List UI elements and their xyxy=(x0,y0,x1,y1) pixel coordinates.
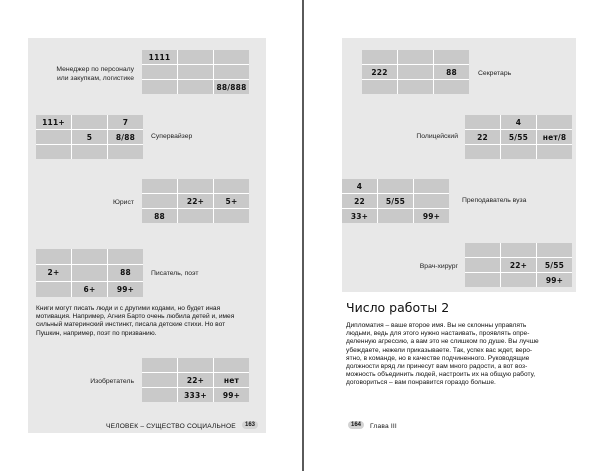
profile-label-police: Полицейский xyxy=(416,133,458,140)
grid-cell xyxy=(72,265,107,280)
grid-cell xyxy=(465,145,500,159)
grid-cell xyxy=(72,145,107,159)
grid-cell xyxy=(72,115,107,129)
page-number: 164 xyxy=(348,421,364,429)
left-paragraph: Книги могут писать люди и с другими кодами, но будет иная мотивация. Например, Агния Барто очень любила детей и, имея сильный материнский инстинкт, писала детские стихи. Но вот Пушкин, например, поэт по призванию. xyxy=(36,305,235,337)
grid-cell xyxy=(142,388,177,402)
profile-label-writer: Писатель, поэт xyxy=(151,270,199,277)
grid-cell xyxy=(537,145,572,159)
grid-cell xyxy=(142,80,177,94)
profile-label-lawyer: Юрист xyxy=(113,199,134,206)
number-grid xyxy=(465,115,572,159)
grid-cell: 8/88 xyxy=(108,130,143,144)
grid-cell xyxy=(36,282,71,297)
grid-cell xyxy=(398,50,433,64)
grid-cell xyxy=(142,179,177,193)
grid-cell xyxy=(214,65,249,79)
section-title: Число работы 2 xyxy=(346,300,450,315)
grid-cell: 22 xyxy=(465,130,500,144)
grid-cell: 22+ xyxy=(178,194,213,208)
page-number: 163 xyxy=(242,421,258,429)
grid-cell xyxy=(537,243,572,257)
grid-cell: 88 xyxy=(142,209,177,223)
right-page xyxy=(304,0,608,471)
grid-cell: 22 xyxy=(342,194,377,208)
grid-cell: 5/55 xyxy=(537,258,572,272)
number-grid xyxy=(142,50,249,94)
profile-label-surgeon: Врач-хирург xyxy=(419,263,458,270)
grid-cell: 5/55 xyxy=(378,194,413,208)
grid-cell xyxy=(378,209,413,223)
grid-cell xyxy=(414,179,449,193)
grid-cell: 99+ xyxy=(414,209,449,223)
grid-cell: нет/8 xyxy=(537,130,572,144)
grid-cell xyxy=(214,209,249,223)
grid-cell: 99+ xyxy=(108,282,143,297)
grid-cell: 99+ xyxy=(537,273,572,287)
number-grid xyxy=(465,243,572,287)
grid-cell: 99+ xyxy=(214,388,249,402)
grid-cell xyxy=(434,50,469,64)
grid-cell xyxy=(465,273,500,287)
number-grid xyxy=(342,179,449,223)
grid-cell xyxy=(142,65,177,79)
grid-cell xyxy=(108,249,143,264)
running-footer: ЧЕЛОВЕК – СУЩЕСТВО СОЦИАЛЬНОЕ xyxy=(106,423,236,430)
grid-cell xyxy=(465,243,500,257)
grid-cell: 5+ xyxy=(214,194,249,208)
grid-cell xyxy=(214,358,249,372)
grid-cell: 222 xyxy=(362,65,397,79)
grid-cell xyxy=(36,145,71,159)
grid-cell: 5/55 xyxy=(501,130,536,144)
grid-cell: 7 xyxy=(108,115,143,129)
grid-cell xyxy=(36,130,71,144)
grid-cell: 22+ xyxy=(178,373,213,387)
profile-label-secretary: Секретарь xyxy=(478,70,512,77)
grid-cell: 5 xyxy=(72,130,107,144)
grid-cell xyxy=(501,145,536,159)
grid-cell xyxy=(178,50,213,64)
running-footer: Глава III xyxy=(370,423,397,430)
grid-cell xyxy=(398,65,433,79)
left-page xyxy=(0,0,302,471)
grid-cell xyxy=(465,258,500,272)
grid-cell: 6+ xyxy=(72,282,107,297)
grid-cell: 1111 xyxy=(142,50,177,64)
grid-cell xyxy=(142,373,177,387)
grid-cell xyxy=(501,273,536,287)
grid-cell xyxy=(414,194,449,208)
grid-cell: 88 xyxy=(108,265,143,280)
grid-cell xyxy=(465,115,500,129)
grid-cell xyxy=(178,65,213,79)
grid-cell xyxy=(142,358,177,372)
grid-cell xyxy=(501,243,536,257)
grid-cell xyxy=(398,80,433,94)
grid-cell: 33+ xyxy=(342,209,377,223)
grid-cell xyxy=(362,80,397,94)
profile-label-hr-manager: Менеджер по персоналу или закупкам, логистике xyxy=(56,66,134,82)
grid-cell xyxy=(108,145,143,159)
grid-cell: 4 xyxy=(342,179,377,193)
grid-cell: 88/888 xyxy=(214,80,249,94)
grid-cell: 2+ xyxy=(36,265,71,280)
grid-cell: 22+ xyxy=(501,258,536,272)
profile-label-inventor: Изобретатель xyxy=(90,378,134,385)
grid-cell: 333+ xyxy=(178,388,213,402)
grid-cell: 88 xyxy=(434,65,469,79)
grid-cell xyxy=(214,179,249,193)
grid-cell xyxy=(434,80,469,94)
profile-label-university-teacher: Преподаватель вуза xyxy=(462,197,527,204)
grid-cell xyxy=(36,249,71,264)
number-grid xyxy=(36,249,143,297)
grid-cell xyxy=(178,179,213,193)
grid-cell xyxy=(142,194,177,208)
grid-cell: 4 xyxy=(501,115,536,129)
grid-cell xyxy=(537,115,572,129)
grid-cell xyxy=(362,50,397,64)
number-grid xyxy=(36,115,143,159)
right-paragraph: Дипломатия – ваше второе имя. Вы не склонны управлять людьми, ведь для этого нужно настаивать, проявлять опре- деленную агрессию, а вам это не слишком по душе. Вы лучше убеждаете, нежели приказываете. Так, успех вас ждет, веро- ятно, в команде, но в качестве подчиненного. Руководящие должности вряд ли принесут вам много радости, а вот воз- можность объединить людей, настроить их на общую работу, договориться – вам понравится гораздо больше. xyxy=(346,322,539,387)
grid-cell xyxy=(378,179,413,193)
number-grid xyxy=(142,358,249,402)
grid-cell: нет xyxy=(214,373,249,387)
grid-cell xyxy=(72,249,107,264)
grid-cell xyxy=(214,50,249,64)
grid-cell xyxy=(178,358,213,372)
grid-cell: 111+ xyxy=(36,115,71,129)
grid-cell xyxy=(178,80,213,94)
grid-cell xyxy=(178,209,213,223)
number-grid xyxy=(362,50,469,94)
number-grid xyxy=(142,179,249,223)
profile-label-supervisor: Супервайзер xyxy=(151,133,193,140)
